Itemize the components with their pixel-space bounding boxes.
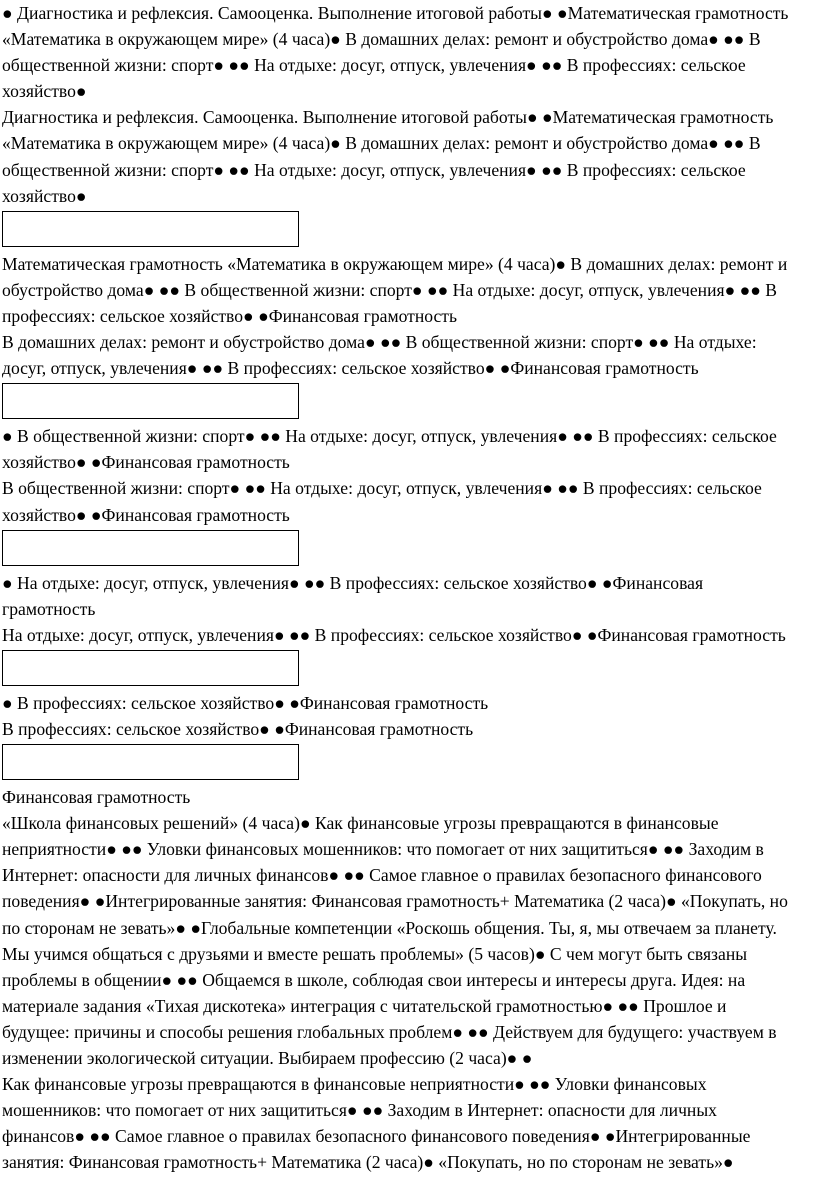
text-block-2: Диагностика и рефлексия. Самооценка. Выполнение итоговой работы● ●Математическая грамотность «Математика в окружающем мире» (4 часа)● В домашних делах: ремонт и обустройство дома● ●● В общественной жизни: спорт● ●● На отдыхе: досуг, отпуск, увлечения● ●● В профессиях: сельское хозяйство● [2, 107, 774, 206]
text-block-13: Как финансовые угрозы превращаются в финансовые неприятности● ●● Уловки финансовых мошенников: что помогает от них защититься● ●● Заходим в Интернет: опасности для личных финансов● ●● Самое главное о правилах безопасного финансового поведения● ●Интегрированные занятия: Финансовая грамотность+ Математика (2 часа)● «Покупать, но по сторонам не зевать»● [2, 1074, 751, 1173]
empty-frame-5 [2, 744, 299, 780]
text-block-1: ● Диагностика и рефлексия. Самооценка. Выполнение итоговой работы● ●Математическая грамотность «Математика в окружающем мире» (4 часа)● В домашних делах: ремонт и обустройство дома● ●● В общественной жизни: спорт● ●● На отдыхе: досуг, отпуск, увлечения● ●● В профессиях: сельское хозяйство● [2, 3, 789, 102]
text-block-10: В профессиях: сельское хозяйство● ●Финансовая грамотность [2, 718, 474, 739]
text-block-9: ● В профессиях: сельское хозяйство● ●Финансовая грамотность [2, 692, 489, 713]
text-block-12: «Школа финансовых решений» (4 часа)● Как финансовые угрозы превращаются в финансовые неприятности● ●● Уловки финансовых мошенников: что помогает от них защититься● ●● Заходим в Интернет: опасности для личных финансов● ●● Самое главное о правилах безопасного финансового поведения● ●Интегрированные занятия: Финансовая грамотность+ Математика (2 часа)● «Покупать, но по сторонам не зевать»● ●Глобальные компетенции «Роскошь общения. Ты, я, мы отвечаем за планету. Мы учимся общаться с друзьями и вместе решать проблемы» (5 часов)● С чем могут быть связаны проблемы в общении● ●● Общаемся в школе, соблюдая свои интересы и интересы друга. Идея: на материале задания «Тихая дискотека» интеграция с читательской грамотностью● ●● Прошлое и будущее: причины и способы решения глобальных проблем● ●● Действуем для будущего: участвуем в изменении экологической ситуации. Выбираем профессию (2 часа)● ● [2, 813, 788, 1068]
text-block-11: Финансовая грамотность [2, 787, 191, 808]
empty-frame-4 [2, 650, 299, 686]
text-block-5: ● В общественной жизни: спорт● ●● На отдыхе: досуг, отпуск, увлечения● ●● В профессиях: сельское хозяйство● ●Финансовая грамотность [2, 426, 777, 473]
text-block-6: В общественной жизни: спорт● ●● На отдыхе: досуг, отпуск, увлечения● ●● В профессиях: сельское хозяйство● ●Финансовая грамотность [2, 478, 762, 525]
text-block-4: В домашних делах: ремонт и обустройство дома● ●● В общественной жизни: спорт● ●● На отдыхе: досуг, отпуск, увлечения● ●● В профессиях: сельское хозяйство● ●Финансовая грамотность [2, 332, 757, 379]
empty-frame-1 [2, 211, 299, 247]
empty-frame-3 [2, 530, 299, 566]
empty-frame-2 [2, 383, 299, 419]
text-block-8: На отдыхе: досуг, отпуск, увлечения● ●● В профессиях: сельское хозяйство● ●Финансовая грамотность [2, 624, 786, 645]
text-block-3: Математическая грамотность «Математика в окружающем мире» (4 часа)● В домашних делах: ремонт и обустройство дома● ●● В общественной жизни: спорт● ●● На отдыхе: досуг, отпуск, увлечения● ●● В профессиях: сельское хозяйство● ●Финансовая грамотность [2, 253, 788, 326]
text-block-7: ● На отдыхе: досуг, отпуск, увлечения● ●● В профессиях: сельское хозяйство● ●Финансовая грамотность [2, 572, 704, 619]
